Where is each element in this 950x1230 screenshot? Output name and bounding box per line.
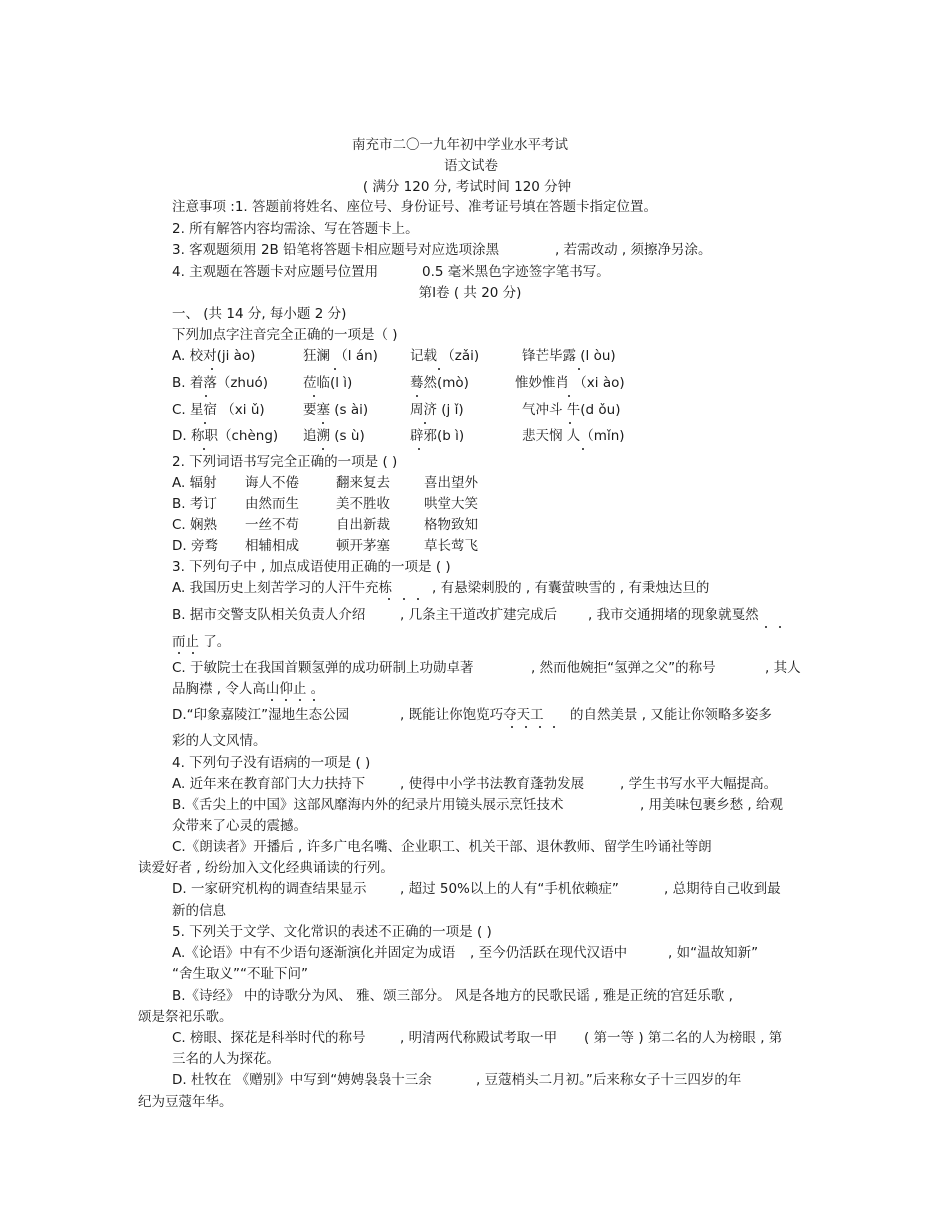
- emphasis-dot: [204, 422, 206, 424]
- q2-option-a-2: 诲人不倦: [245, 475, 299, 491]
- part-title: 第Ⅰ卷 ( 共 20 分): [418, 285, 522, 301]
- emphasis-dot: [578, 368, 580, 370]
- q2-option-d-2: 相辅相成: [245, 538, 299, 554]
- q4-option-b: B.《舌尖上的中国》这部风靡海内外的纪录片用镜头展示烹饪技术: [172, 797, 564, 813]
- q3-option-b-cont2: , 我市交通拥堵的现象就戛然: [588, 607, 759, 623]
- exam-subject: 语文试卷: [444, 158, 498, 174]
- q3-option-a-cont: , 有悬梁刺股的 , 有囊萤映雪的 , 有秉烛达旦的: [432, 580, 710, 596]
- note-3a: 3. 客观题须用 2B 铅笔将答题卡相应题号对应选项涂黑: [172, 242, 500, 258]
- emphasis-dot: [178, 652, 180, 654]
- q3-option-c: C. 于敏院士在我国首颗氢弹的成功研制上功勋卓著: [172, 660, 474, 676]
- q5-option-a: A.《论语》中有不少语句逐渐演化并固定为成语: [172, 945, 456, 961]
- q1-option-d-1: D. 称职（chèng): [172, 428, 279, 444]
- emphasis-dot: [569, 422, 571, 424]
- q3-option-d-cont2: 的自然美景 , 又能让你领略多姿多: [570, 707, 772, 723]
- q1-option-b-1: B. 着落（zhuó): [172, 375, 269, 391]
- q3-option-d: D.“印象嘉陵江”湿地生态公园: [172, 707, 350, 723]
- q1-option-c-4: 气冲斗 牛(d ǒu): [522, 402, 621, 418]
- q1-option-c-3: 周济 (j ǐ): [410, 402, 464, 418]
- q2-option-a-4: 喜出望外: [424, 475, 478, 491]
- q1-option-a-4: 锋芒毕露 (l òu): [522, 348, 616, 364]
- q1-option-b-4: 惟妙惟肖 （xi ào): [515, 375, 625, 391]
- note-4a: 4. 主观题在答题卡对应题号位置用: [172, 264, 379, 280]
- emphasis-dot: [553, 726, 555, 728]
- q5-option-c-cont2: ( 第一等 ) 第二名的人为榜眼 , 第: [584, 1030, 783, 1046]
- emphasis-dot: [403, 598, 405, 600]
- q5-option-c-cont1: , 明清两代称殿试考取一甲: [400, 1030, 558, 1046]
- q1-option-c-2: 要塞 (s ài): [303, 402, 369, 418]
- q5-stem: 5. 下列关于文学、文化常识的表述不正确的一项是 ( ): [172, 924, 492, 940]
- q2-option-b-4: 哄堂大笑: [424, 496, 478, 512]
- q5-option-d-wrap: 纪为豆蔻年华。: [138, 1094, 233, 1110]
- emphasis-dot: [334, 368, 336, 370]
- emphasis-dot: [203, 448, 205, 450]
- q4-option-a: A. 近年来在教育部门大力扶持下: [172, 776, 366, 792]
- emphasis-dot: [299, 699, 301, 701]
- q3-option-b-cont1: , 几条主干道改扩建完成后: [400, 607, 558, 623]
- section-heading: 一、 (共 14 分, 每小题 2 分): [172, 306, 347, 322]
- q4-stem: 4. 下列句子没有语病的一项是 ( ): [172, 755, 371, 771]
- q3-option-d-cont1: , 既能让你饱览巧夺天工: [400, 707, 544, 723]
- q4-option-a-cont2: , 学生书写水平大幅提高。: [620, 776, 778, 792]
- emphasis-dot: [205, 395, 207, 397]
- emphasis-dot: [322, 448, 324, 450]
- q1-option-b-2: 莅临(l ì): [303, 375, 353, 391]
- q3-stem: 3. 下列句子中 , 加点成语使用正确的一项是 ( ): [172, 559, 451, 575]
- q2-option-d-1: D. 旁骛: [172, 538, 218, 554]
- emphasis-dot: [192, 652, 194, 654]
- q2-option-d-3: 顿开茅塞: [336, 538, 390, 554]
- q4-option-b-cont: , 用美味包裹乡愁 , 给观: [640, 797, 783, 813]
- exam-title: 南充市二〇一九年初中学业水平考试: [352, 137, 568, 153]
- q2-option-c-1: C. 娴熟: [172, 517, 218, 533]
- q5-option-a-wrap: “舍生取义”“不耻下问”: [172, 966, 308, 982]
- emphasis-dot: [779, 626, 781, 628]
- q2-option-a-1: A. 辐射: [172, 475, 217, 491]
- q3-option-b: B. 据市交警支队相关负责人介绍: [172, 607, 366, 623]
- q2-stem: 2. 下列词语书写完全正确的一项是 ( ): [172, 454, 398, 470]
- exam-meta: ( 满分 120 分, 考试时间 120 分钟: [362, 179, 572, 195]
- emphasis-dot: [765, 626, 767, 628]
- q3-option-c-cont2: , 其人: [765, 660, 801, 676]
- q3-option-c-wrap: 品胸襟 , 令人高山仰止 。: [172, 681, 325, 697]
- q4-option-c-wrap: 读爱好者 , 纷纷加入文化经典诵读的行列。: [138, 860, 394, 876]
- emphasis-dot: [322, 422, 324, 424]
- emphasis-dot: [525, 726, 527, 728]
- emphasis-dot: [417, 598, 419, 600]
- emphasis-dot: [582, 448, 584, 450]
- q5-option-c: C. 榜眼、探花是科举时代的称号: [172, 1030, 366, 1046]
- q2-option-c-3: 自出新裁: [336, 517, 390, 533]
- emphasis-dot: [424, 422, 426, 424]
- emphasis-dot: [416, 395, 418, 397]
- q4-option-d-wrap: 新的信息: [172, 903, 226, 919]
- emphasis-dot: [539, 726, 541, 728]
- q2-option-c-2: 一丝不苟: [245, 517, 299, 533]
- q1-option-a-1: A. 校对(ji ào): [172, 348, 256, 364]
- q1-option-a-3: 记载 （zǎi): [410, 348, 480, 364]
- q4-option-b-wrap: 众带来了心灵的震撼。: [172, 818, 307, 834]
- q2-option-b-3: 美不胜收: [336, 496, 390, 512]
- q5-option-b: B.《诗经》 中的诗歌分为风、 雅、颂三部分。 风是各地方的民歌民谣 , 雅是正统的宫廷乐歌 ,: [172, 988, 733, 1004]
- note-4b: 0.5 毫米黑色字迹签字笔书写。: [422, 264, 610, 280]
- emphasis-dot: [438, 368, 440, 370]
- note-2: 2. 所有解答内容均需涂、写在答题卡上。: [172, 221, 419, 237]
- emphasis-dot: [511, 726, 513, 728]
- q1-option-a-2: 狂澜 （l án): [303, 348, 378, 364]
- emphasis-dot: [211, 368, 213, 370]
- q4-option-d: D. 一家研究机构的调查结果显示: [172, 881, 367, 897]
- q1-option-d-2: 追溯 (s ù): [303, 428, 365, 444]
- q5-option-b-wrap: 颂是祭祀乐歌。: [138, 1009, 233, 1025]
- note-3b: , 若需改动 , 须擦净另涂。: [555, 242, 712, 258]
- q3-option-b-wrap: 而止 了。: [172, 634, 231, 650]
- q5-option-c-wrap: 三名的人为探花。: [172, 1051, 280, 1067]
- emphasis-dot: [388, 598, 390, 600]
- q3-option-d-wrap: 彩的人文风情。: [172, 733, 267, 749]
- q5-option-a-cont2: , 如“温故知新”: [668, 945, 759, 961]
- q2-option-b-1: B. 考订: [172, 496, 217, 512]
- q1-option-d-4: 悲天悯 人（mǐn): [522, 428, 625, 444]
- emphasis-dot: [568, 395, 570, 397]
- q5-option-a-cont1: , 至今仍活跃在现代汉语中: [470, 945, 628, 961]
- q2-option-c-4: 格物致知: [424, 517, 478, 533]
- q4-option-c: C.《朗读者》开播后 , 许多广电名嘴、企业职工、机关干部、退休教师、留学生吟诵社等朗: [172, 839, 712, 855]
- q4-option-d-cont1: , 超过 50%以上的人有“手机依赖症”: [400, 881, 619, 897]
- emphasis-dot: [271, 699, 273, 701]
- q1-option-c-1: C. 星宿 （xi ǔ): [172, 402, 265, 418]
- emphasis-dot: [285, 699, 287, 701]
- q4-option-d-cont2: , 总期待自己收到最: [664, 881, 781, 897]
- q5-option-d: D. 杜牧在 《赠别》中写到“娉娉袅袅十三余: [172, 1072, 432, 1088]
- note-1: 注意事项 :1. 答题前将姓名、座位号、身份证号、准考证号填在答题卡指定位置。: [172, 199, 658, 215]
- q5-option-d-cont: , 豆蔻梢头二月初。”后来称女子十三四岁的年: [476, 1072, 742, 1088]
- q4-option-a-cont1: , 使得中小学书法教育蓬勃发展: [400, 776, 585, 792]
- q2-option-b-2: 由然而生: [245, 496, 299, 512]
- q1-option-b-3: 蓦然(mò): [410, 375, 469, 391]
- emphasis-dot: [313, 395, 315, 397]
- q2-option-a-3: 翻来复去: [336, 475, 390, 491]
- q3-option-a: A. 我国历史上刻苦学习的人汗牛充栋: [172, 580, 393, 596]
- q1-option-d-3: 辟邪(b ì): [410, 428, 465, 444]
- emphasis-dot: [418, 448, 420, 450]
- q1-stem: 下列加点字注音完全正确的一项是（ ): [172, 327, 398, 343]
- q2-option-d-4: 草长莺飞: [424, 538, 478, 554]
- q3-option-c-cont1: , 然而他婉拒“氢弹之父”的称号: [531, 660, 716, 676]
- emphasis-dot: [313, 699, 315, 701]
